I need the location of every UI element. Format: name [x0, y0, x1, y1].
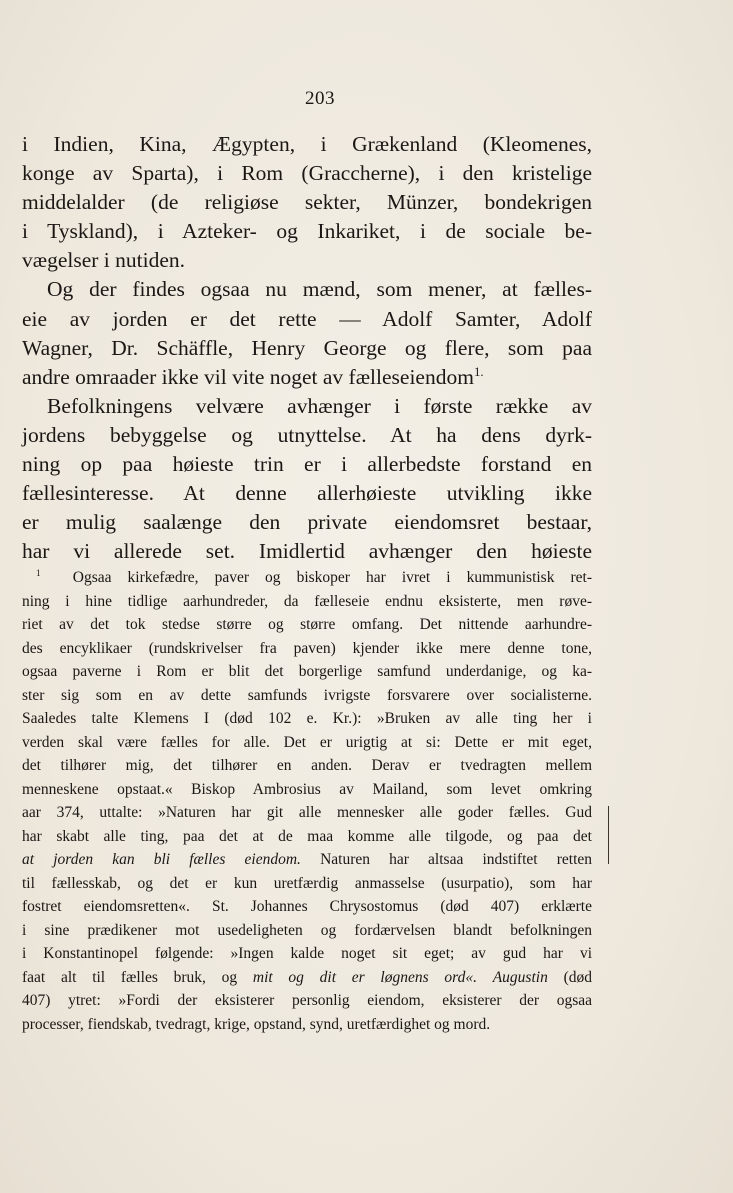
footnote-line: fostret eiendomsretten«. St. Johannes Chrysostomus (død 407) erklærte [22, 898, 592, 915]
text-line-with-footnote-ref [22, 363, 592, 392]
footnote-reference[interactable]: 1. [473, 364, 484, 379]
text-line: er mulig saalænge den private eiendomsret bestaar, [22, 510, 592, 535]
text-line: i Indien, Kina, Ægypten, i Grækenland (Kleomenes, [22, 132, 592, 156]
footnote-line: i Konstantinopel følgende: »Ingen kalde noget sit eget; av gud har vi [22, 945, 592, 962]
footnote-marker: 1 [36, 568, 41, 579]
text-fragment: (død [547, 968, 592, 986]
footnote-line: ning i hine tidlige aarhundreder, da fælleseie endnu eksisterte, men røve- [22, 592, 592, 610]
text-line: jordens bebyggelse og utnyttelse. At ha dens dyrk- [22, 422, 592, 447]
footnote-line: ogsaa paverne i Rom er blit det borgerlige samfund underdanige, og ka- [22, 663, 592, 680]
footnote-line [22, 848, 592, 872]
text-line: middelalder (de religiøse sekter, Münzer, bondekrigen [22, 190, 592, 215]
text-line: fællesinteresse. At denne allerhøieste utvikling ikke [22, 481, 592, 506]
text-fragment: andre omraader ikke vil vite noget av fælleseiendom [22, 364, 474, 389]
footnote-line: har skabt alle ting, paa det at de maa komme alle tilgode, og paa det [22, 827, 592, 845]
text-fragment: Ogsaa kirkefædre, paver og biskoper har ivret i kummunistisk ret- [72, 569, 593, 586]
body-text [22, 130, 592, 566]
footnote-line: i sine prædikener mot usedeligheten og fordærvelsen blandt befolkningen [22, 921, 592, 939]
page-number: 203 [305, 88, 335, 109]
footnote-line: processer, fiendskab, tvedragt, krige, opstand, synd, uretfærdighet og mord. [22, 1015, 491, 1033]
text-fragment: Naturen har altsaa indstiftet retten [300, 851, 593, 868]
text-line: har vi allerede set. Imidlertid avhænger den høieste [22, 539, 592, 564]
footnote [22, 566, 592, 1036]
text-line: Wagner, Dr. Schäffle, Henry George og flere, som paa [22, 335, 592, 360]
footnote-line: riet av det tok stedse større og større omfang. Det nittende aarhundre- [22, 616, 592, 633]
text-line: vægelser i nutiden. [22, 248, 186, 273]
footnote-line: Saaledes talte Klemens I (død 102 e. Kr.): »Bruken av alle ting her i [22, 710, 592, 727]
italic-phrase: at jorden kan bli fælles eiendom. [22, 851, 301, 868]
footnote-line: verden skal være fælles for alle. Det er urigtig at si: Dette er mit eget, [22, 733, 592, 751]
footnote-line [22, 566, 592, 590]
margin-mark [608, 806, 609, 864]
italic-phrase: mit og dit er løgnens ord«. [252, 968, 477, 986]
text-line: ning op paa høieste trin er i allerbedste forstand en [22, 452, 592, 477]
footnote-line [22, 966, 592, 990]
footnote-line: des encyklikaer (rundskrivelser fra paven) kjender ikke mere denne tone, [22, 639, 592, 657]
text-line: i Tyskland), i Azteker- og Inkariket, i de sociale be- [22, 219, 592, 244]
text-line: konge av Sparta), i Rom (Graccherne), i den kristelige [22, 161, 592, 186]
footnote-line: 407) ytret: »Fordi der eksisterer personlig eiendom, eksisterer der ogsaa [22, 992, 592, 1009]
italic-name: Augustin [492, 968, 548, 986]
text-line: Befolkningens velvære avhænger i første række av [47, 393, 592, 418]
text-line: Og der findes ogsaa nu mænd, som mener, at fælles- [47, 277, 592, 302]
footnote-line: det tilhører mig, det tilhører en anden. Derav er tvedragten mellem [22, 757, 592, 774]
footnote-line: ster sig som en av dette samfunds ivrigste forsvarere over socialisterne. [22, 686, 592, 704]
footnote-line: menneskene opstaat.« Biskop Ambrosius av Mailand, som levet omkring [22, 780, 592, 798]
text-fragment: faat alt til fælles bruk, og [22, 968, 253, 986]
footnote-line: til fællesskab, og det er kun uretfærdig anmasselse (usurpatio), som har [22, 874, 592, 892]
footnote-line: aar 374, uttalte: »Naturen har git alle mennesker alle goder fælles. Gud [22, 804, 592, 821]
text-line: eie av jorden er det rette — Adolf Samter, Adolf [22, 306, 592, 331]
